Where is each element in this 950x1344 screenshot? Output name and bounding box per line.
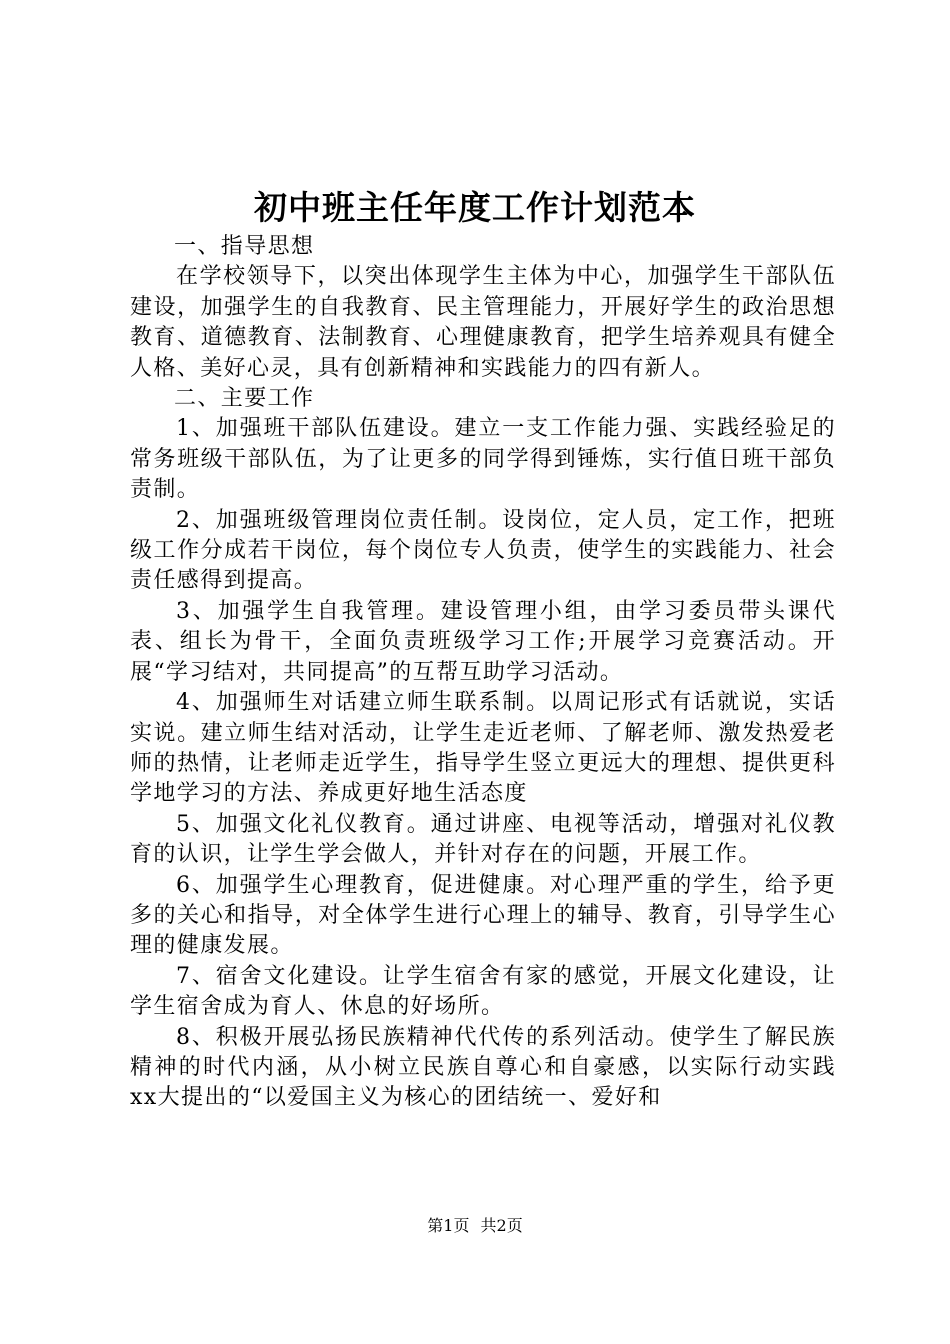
page-footer [0, 1215, 950, 1237]
document-title: 初中班主任年度工作计划范本 [254, 188, 696, 227]
section-heading: 二、主要工作 [174, 386, 315, 412]
paragraph: 4、加强师生对话建立师生联系制。以周记形式有话就说，实话实说。建立师生结对活动，让学生走近老师、了解老师、激发热爱老师的热情，让老师走近学生，指导学生竖立更远大的理想、提供更科学地学习的方法、养成更好地生活态度 [130, 690, 836, 807]
paragraph: 1、加强班干部队伍建设。建立一支工作能力强、实践经验足的常务班级干部队伍，为了让更多的同学得到锤炼，实行值日班干部负责制。 [130, 416, 836, 503]
paragraph: 2、加强班级管理岗位责任制。设岗位，定人员，定工作，把班级工作分成若干岗位，每个岗位专人负责，使学生的实践能力、社会责任感得到提高。 [130, 507, 836, 594]
paragraph: 3、加强学生自我管理。建设管理小组，由学习委员带头课代表、组长为骨干，全面负责班级学习工作;开展学习竞赛活动。开展“学习结对，共同提高”的互帮互助学习活动。 [130, 598, 836, 685]
paragraph: 5、加强文化礼仪教育。通过讲座、电视等活动，增强对礼仪教育的认识，让学生学会做人，并针对存在的问题，开展工作。 [130, 811, 836, 868]
document-body [130, 232, 836, 1114]
section-heading: 一、指导思想 [174, 234, 315, 259]
paragraph: 7、宿舍文化建设。让学生宿舍有家的感觉，开展文化建设，让学生宿舍成为育人、休息的好场所。 [130, 963, 836, 1020]
paragraph: 8、积极开展弘扬民族精神代代传的系列活动。使学生了解民族精神的时代内涵，从小树立民族自尊心和自豪感，以实际行动实践xx大提出的“以爱国主义为核心的团结统一、爱好和 [130, 1024, 836, 1111]
page-total: 共2页 [480, 1216, 523, 1235]
paragraph: 6、加强学生心理教育，促进健康。对心理严重的学生，给予更多的关心和指导，对全体学生进行心理上的辅导、教育，引导学生心理的健康发展。 [130, 872, 836, 959]
paragraph: 在学校领导下，以突出体现学生主体为中心，加强学生干部队伍建设，加强学生的自我教育、民主管理能力，开展好学生的政治思想教育、道德教育、法制教育、心理健康教育，把学生培养观具有健全人格、美好心灵，具有创新精神和实践能力的四有新人。 [130, 264, 836, 381]
page-number: 第1页 [427, 1216, 470, 1235]
